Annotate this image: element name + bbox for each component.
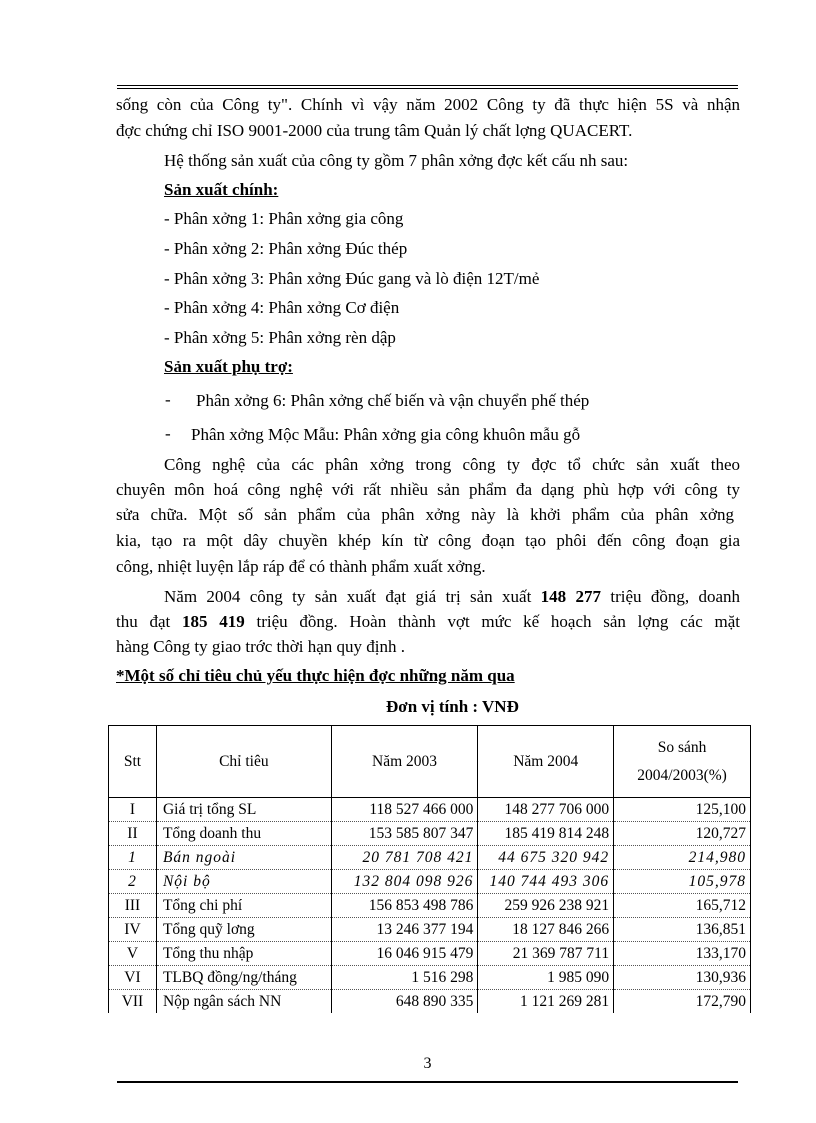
table-row: [109, 846, 751, 870]
cell-comparison: 120,727: [614, 822, 751, 846]
cell-indicator: Tổng chi phí: [156, 894, 331, 918]
table-heading: *Một số chỉ tiêu chủ yếu thực hiện đợc những năm qua: [116, 666, 515, 685]
list-item: - Phân xởng 4: Phân xởng Cơ điện: [164, 298, 400, 317]
cell-2003: 132 804 098 926: [331, 870, 478, 894]
paragraph-line: [116, 612, 740, 632]
cell-comparison: 214,980: [614, 846, 751, 870]
unit-label: Đơn vị tính : VNĐ: [386, 697, 519, 716]
cell-2003: 118 527 466 000: [331, 798, 478, 822]
cell-comparison: 130,936: [614, 966, 751, 990]
list-item: Phân xởng 6: Phân xởng chế biến và vận chuyển phế thép: [196, 391, 590, 410]
cell-indicator: Bán ngoài: [156, 846, 331, 870]
cell-2003: 16 046 915 479: [331, 942, 478, 966]
cell-2004: 44 675 320 942: [478, 846, 614, 870]
footer-rule: [117, 1081, 738, 1083]
text: thu đạt: [116, 612, 182, 631]
cell-stt: VI: [109, 966, 157, 990]
cell-comparison: 136,851: [614, 918, 751, 942]
cell-2003: 648 890 335: [331, 990, 478, 1014]
section-heading-main: Sản xuất chính:: [164, 180, 279, 199]
header-stt: Stt: [109, 726, 157, 798]
paragraph-line: sửa chữa. Một số sản phẩm của phân xởng này là khởi phẩm của phân xởng: [116, 505, 734, 524]
cell-stt: III: [109, 894, 157, 918]
cell-comparison: 172,790: [614, 990, 751, 1014]
bullet-icon: -: [165, 390, 171, 409]
table-row: [109, 942, 751, 966]
table-row: [109, 894, 751, 918]
cell-stt: V: [109, 942, 157, 966]
table-row: [109, 990, 751, 1014]
section-heading-aux: Sản xuất phụ trợ:: [164, 357, 293, 376]
cell-2004: 1 121 269 281: [478, 990, 614, 1014]
cell-2003: 20 781 708 421: [331, 846, 478, 870]
page-number: 3: [423, 1055, 432, 1072]
cell-stt: 1: [109, 846, 157, 870]
cell-comparison: 125,100: [614, 798, 751, 822]
cell-indicator: Giá trị tổng SL: [156, 798, 331, 822]
paragraph-line: công, nhiệt luyện lắp ráp để có thành phẩm xuất xởng.: [116, 557, 486, 576]
bullet-icon: -: [165, 424, 171, 443]
cell-2004: 21 369 787 711: [478, 942, 614, 966]
list-item: - Phân xởng 5: Phân xởng rèn dập: [164, 328, 396, 347]
cell-indicator: Tổng quỹ lơng: [156, 918, 331, 942]
cell-2004: 185 419 814 248: [478, 822, 614, 846]
paragraph-line: sống còn của Công ty". Chính vì vậy năm 2002 Công ty đã thực hiện 5S và nhận: [116, 95, 740, 114]
cell-comparison: 133,170: [614, 942, 751, 966]
cell-2003: 156 853 498 786: [331, 894, 478, 918]
table-row: [109, 966, 751, 990]
paragraph-line: kia, tạo ra một dây chuyền khép kín từ công đoạn tạo phôi đến công đoạn gia: [116, 531, 740, 550]
revenue-value: 185 419: [181, 612, 245, 631]
cell-2004: 259 926 238 921: [478, 894, 614, 918]
cell-2003: 153 585 807 347: [331, 822, 478, 846]
cell-comparison: 105,978: [614, 870, 751, 894]
cell-2004: 140 744 493 306: [478, 870, 614, 894]
cell-indicator: Nội bộ: [156, 870, 331, 894]
table-row: [109, 870, 751, 894]
text: Năm 2004 công ty sản xuất đạt giá trị sản xuất: [164, 587, 541, 606]
paragraph-line: Hệ thống sản xuất của công ty gồm 7 phân xởng đợc kết cấu nh sau:: [164, 151, 629, 170]
table-header-row: [109, 726, 751, 798]
cell-2003: 1 516 298: [331, 966, 478, 990]
text: triệu đồng, doanh: [601, 587, 741, 606]
cell-comparison: 165,712: [614, 894, 751, 918]
list-item: - Phân xởng 2: Phân xởng Đúc thép: [164, 239, 408, 258]
list-item: - Phân xởng 3: Phân xởng Đúc gang và lò điện 12T/mẻ: [164, 269, 540, 288]
cell-stt: IV: [109, 918, 157, 942]
text: triệu đồng. Hoàn thành vợt mức kế hoạch sản lợng các mặt: [244, 612, 740, 631]
cell-stt: II: [109, 822, 157, 846]
header-text: 2004/2003(%): [637, 766, 727, 784]
header-indicator: Chỉ tiêu: [156, 726, 331, 798]
list-item: - Phân xởng 1: Phân xởng gia công: [164, 209, 404, 228]
table-row: [109, 798, 751, 822]
cell-indicator: Nộp ngân sách NN: [156, 990, 331, 1014]
indicators-table: [108, 725, 751, 1013]
cell-indicator: TLBQ đồng/ng/tháng: [156, 966, 331, 990]
cell-indicator: Tổng thu nhập: [156, 942, 331, 966]
cell-stt: I: [109, 798, 157, 822]
header-comparison: [614, 726, 751, 798]
paragraph-line: Công nghệ của các phân xởng trong công ty đợc tổ chức sản xuất theo: [164, 455, 740, 474]
header-2004: Năm 2004: [478, 726, 614, 798]
cell-2004: 1 985 090: [478, 966, 614, 990]
cell-2003: 13 246 377 194: [331, 918, 478, 942]
cell-2004: 18 127 846 266: [478, 918, 614, 942]
paragraph-line: [164, 587, 740, 607]
header-2003: Năm 2003: [331, 726, 478, 798]
cell-stt: 2: [109, 870, 157, 894]
header-rule: [117, 85, 738, 89]
production-value: 148 277: [540, 587, 602, 606]
list-item: Phân xởng Mộc Mẫu: Phân xởng gia công khuôn mẫu gỗ: [191, 425, 581, 444]
paragraph-line: hàng Công ty giao trớc thời hạn quy định .: [116, 637, 405, 656]
cell-stt: VII: [109, 990, 157, 1014]
cell-2004: 148 277 706 000: [478, 798, 614, 822]
table-row: [109, 822, 751, 846]
table-row: [109, 918, 751, 942]
paragraph-line: chuyên môn hoá công nghệ với rất nhiều sản phẩm đa dạng phù hợp với công ty: [116, 480, 740, 499]
cell-indicator: Tổng doanh thu: [156, 822, 331, 846]
header-text: So sánh: [657, 738, 707, 756]
paragraph-line: đợc chứng chỉ ISO 9001-2000 của trung tâm Quản lý chất lợng QUACERT.: [116, 121, 633, 140]
